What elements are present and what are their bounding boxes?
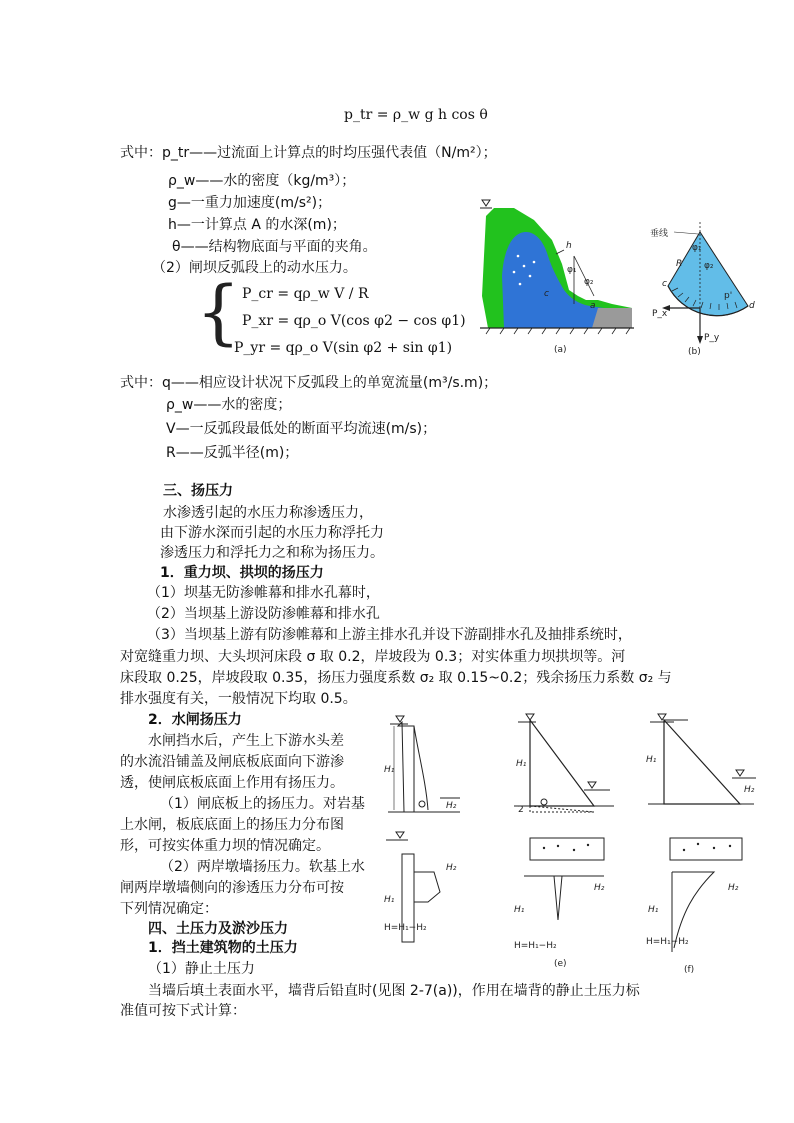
system-eq3: P_yr = qρ_o V(sin φ2 + sin φ1) <box>234 340 453 356</box>
fig-e-label: (e) <box>554 959 567 969</box>
s2-line5: 上水闸，板底底面上的扬压力分布图 <box>120 817 344 833</box>
def2-line1: 式中：q——相应设计状况下反弧段上的单宽流量(m³/s.m)； <box>120 375 498 391</box>
def1-line3: g—一重力加速度(m/s²)； <box>168 195 332 211</box>
diagram-1 <box>384 716 460 812</box>
svg-text:p': p' <box>724 291 733 301</box>
svg-text:H₂: H₂ <box>594 883 605 893</box>
svg-text:H₂: H₂ <box>446 863 457 873</box>
s2-line2: 的水流沿铺盖及闸底板底面向下游渗 <box>120 754 344 770</box>
svg-text:H₂: H₂ <box>446 801 457 811</box>
fig-b-label: (b) <box>688 347 701 357</box>
system-eq1: P_cr = qρ_w V / R <box>242 286 369 302</box>
figure-uplift-grid-svg <box>384 712 780 974</box>
s2-line9: 下列情况确定： <box>120 901 218 917</box>
svg-text:H=H₁−H₂: H=H₁−H₂ <box>646 937 689 947</box>
svg-text:c: c <box>662 279 667 289</box>
formula-top <box>344 107 488 123</box>
def1-line4: h—一计算点 A 的水深(m)； <box>168 217 346 233</box>
svg-text:H₁: H₁ <box>384 895 395 905</box>
s2-line6: 形，可按实体重力坝的情况确定。 <box>120 838 330 854</box>
section3-item3: （3）当坝基上游有防渗帷幕和上游主排水孔并设下游副排水孔及抽排系统时， <box>147 627 632 643</box>
def1-line6: （2）闸坝反弧段上的动水压力。 <box>152 260 357 276</box>
svg-text:H₁: H₁ <box>514 905 525 915</box>
svg-text:a: a <box>590 301 596 311</box>
system-brace: { <box>196 271 241 353</box>
formula-top-text: p_tr = ρ_w g h cos θ <box>344 107 488 123</box>
svg-text:d: d <box>749 301 755 311</box>
svg-text:c: c <box>544 289 549 299</box>
section4-item1: （1）静止土压力 <box>148 961 255 977</box>
section3-sub2: 2．水闸扬压力 <box>148 712 242 728</box>
section4-sub1: 1．挡土建筑物的土压力 <box>148 940 298 956</box>
svg-text:φ₂: φ₂ <box>704 261 714 271</box>
diagram-6 <box>646 838 742 974</box>
svg-text:φ₁: φ₁ <box>692 243 702 253</box>
svg-text:H₂: H₂ <box>744 785 755 795</box>
svg-text:H=H₁−H₂: H=H₁−H₂ <box>514 941 557 951</box>
def1-line1: 式中：p_tr——过流面上计算点的时均压强代表值（N/m²）； <box>120 145 497 161</box>
section3-heading: 三、扬压力 <box>163 483 233 499</box>
def2-line4: R——反弧半径(m)； <box>166 445 299 461</box>
s2-line8: 闸两岸墩墙侧向的渗透压力分布可按 <box>120 880 344 896</box>
section3-item2: （2）当坝基上游设防渗帷幕和排水孔 <box>147 606 380 622</box>
figure-spillway-a <box>474 196 644 360</box>
section3-item1: （1）坝基无防渗帷幕和排水孔幕时， <box>147 585 380 601</box>
diagram-2 <box>514 714 614 815</box>
svg-text:H₁: H₁ <box>646 755 657 765</box>
svg-text:H=H₁−H₂: H=H₁−H₂ <box>384 923 427 933</box>
svg-text:2: 2 <box>518 805 524 815</box>
figure-spillway-a-svg <box>474 196 644 356</box>
svg-text:H₁: H₁ <box>384 765 395 775</box>
diagram-4 <box>384 832 457 942</box>
def2-line3: V—一反弧段最低处的断面平均流速(m/s)； <box>166 421 437 437</box>
svg-text:H₂: H₂ <box>728 883 739 893</box>
section3-para-l3: 排水强度有关，一般情况下均取 0.5。 <box>120 691 357 707</box>
system-eq2: P_xr = qρ_o V(cos φ2 − cos φ1) <box>242 313 466 329</box>
svg-text:φ₁: φ₁ <box>567 265 577 275</box>
figure-arc-b <box>648 218 758 362</box>
fig-b-Py: P_y <box>704 333 720 343</box>
def2-line2: ρ_w——水的密度； <box>166 397 292 413</box>
diagram-5 <box>514 838 605 969</box>
section3-sub1: 1．重力坝、拱坝的扬压力 <box>160 565 324 581</box>
diagram-3 <box>646 714 756 804</box>
section4-p1: 当墙后填土表面水平，墙背后铅直时(见图 2-7(a))，作用在墙背的静止土压力标 <box>148 983 640 999</box>
fig-a-label: (a) <box>554 345 567 355</box>
s2-line3: 透，使闸底板底面上作用有扬压力。 <box>120 775 344 791</box>
svg-text:h: h <box>566 241 572 251</box>
def1-line2: ρ_w——水的密度（kg/m³）； <box>168 173 356 189</box>
section3-p2: 由下游水深而引起的水压力称浮托力 <box>160 525 384 541</box>
svg-text:H₁: H₁ <box>516 759 527 769</box>
svg-text:φ₂: φ₂ <box>584 277 594 287</box>
fig-b-R: R <box>676 259 683 269</box>
section3-para-l1: 对宽缝重力坝、大头坝河床段 σ 取 0.2，岸坡段为 0.3；对实体重力坝拱坝等。河 <box>120 649 626 665</box>
section3-para-l2: 床段取 0.25，岸坡段取 0.35，扬压力强度系数 σ₂ 取 0.15~0.2；残余扬压力系数 σ₂ 与 <box>120 670 672 686</box>
figure-uplift-grid <box>384 712 780 978</box>
fig-b-vertical: 垂线 <box>650 229 669 239</box>
svg-text:H₁: H₁ <box>648 905 659 915</box>
section4-heading: 四、土压力及淤沙压力 <box>148 921 288 937</box>
def1-line5: θ——结构物底面与平面的夹角。 <box>172 239 377 255</box>
fig-f-label: (f) <box>684 965 695 974</box>
fig-b-Px: P_x <box>652 309 668 319</box>
section3-p3: 渗透压力和浮托力之和称为扬压力。 <box>160 545 384 561</box>
figure-arc-b-svg <box>648 218 758 358</box>
s2-line7: （2）两岸墩墙扬压力。软基上水 <box>160 859 365 875</box>
section3-p1: 水渗透引起的水压力称渗透压力， <box>163 505 373 521</box>
section4-p2: 准值可按下式计算： <box>120 1003 246 1019</box>
s2-line1: 水闸挡水后，产生上下游水头差 <box>148 733 344 749</box>
s2-line4: （1）闸底板上的扬压力。对岩基 <box>160 796 365 812</box>
